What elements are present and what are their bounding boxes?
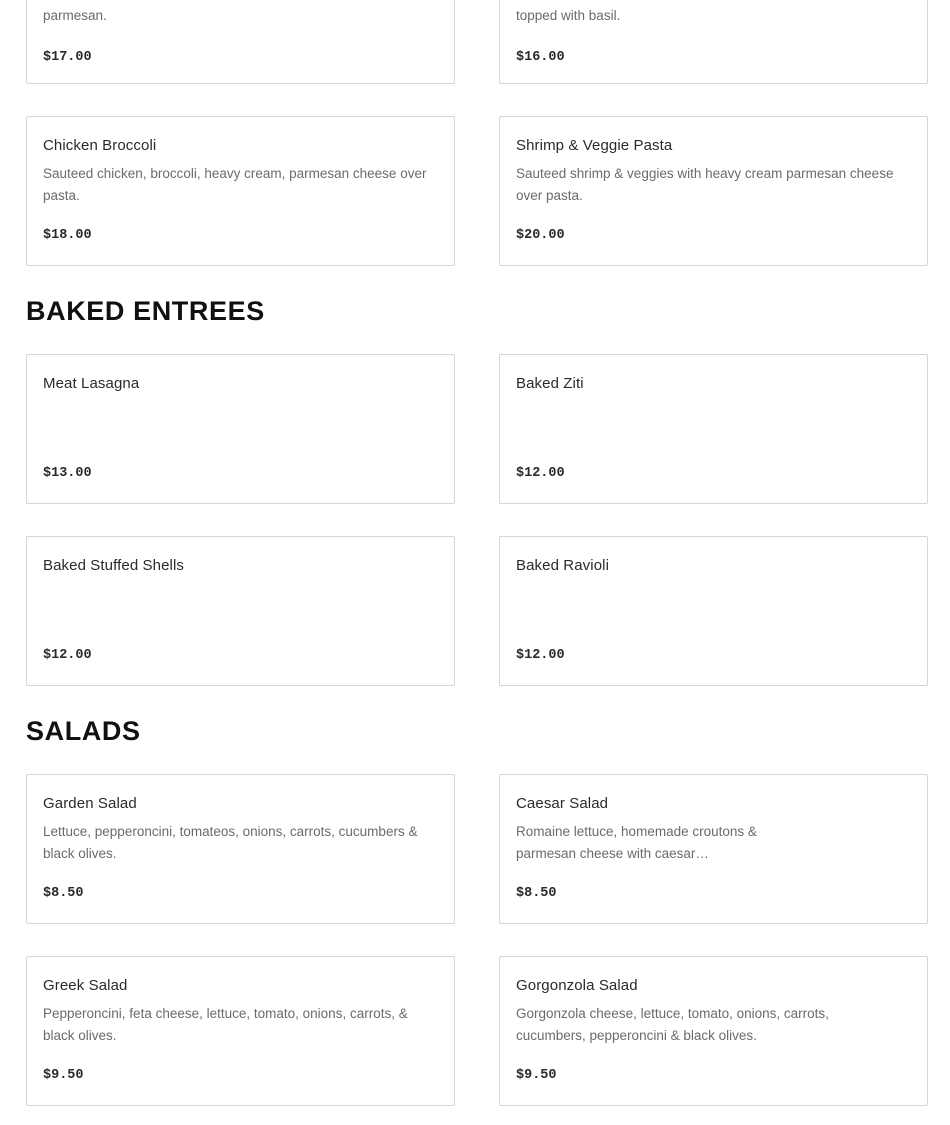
menu-item-card[interactable] [26, 956, 455, 1106]
menu-item-price: $13.00 [43, 466, 92, 481]
menu-item-price: $8.50 [43, 886, 84, 901]
menu-item-card[interactable] [26, 774, 455, 924]
menu-item-name: Greek Salad [43, 977, 128, 994]
menu-item-description: Lettuce, pepperoncini, tomateos, onions, carrots, cucumbers & black olives. [43, 824, 418, 861]
menu-item-price: $8.50 [516, 886, 557, 901]
menu-item-card[interactable] [499, 536, 928, 686]
menu-item-price: $20.00 [516, 228, 565, 243]
menu-item-price: $9.50 [43, 1068, 84, 1083]
menu-item-price: $12.00 [43, 648, 92, 663]
menu-item-card[interactable] [26, 0, 455, 84]
menu-item-name: Shrimp & Veggie Pasta [516, 137, 673, 154]
menu-item-description: topped with basil. [516, 8, 621, 23]
menu-item-price: $9.50 [516, 1068, 557, 1083]
menu-item-card[interactable] [499, 116, 928, 266]
menu-item-name: Chicken Broccoli [43, 137, 157, 154]
section-title-baked-entrees: BAKED ENTREES [26, 296, 265, 326]
menu-item-price: $18.00 [43, 228, 92, 243]
menu-item-price: $12.00 [516, 466, 565, 481]
menu-item-card[interactable] [499, 774, 928, 924]
section-title-salads: SALADS [26, 716, 141, 746]
menu-item-card[interactable] [26, 116, 455, 266]
menu-item-description: parmesan. [43, 8, 107, 23]
menu-item-name: Baked Ravioli [516, 557, 610, 574]
menu-item-card[interactable] [26, 354, 455, 504]
menu-item-price: $17.00 [43, 50, 92, 65]
menu-item-name: Gorgonzola Salad [516, 977, 638, 994]
menu-item-description: Romaine lettuce, homemade croutons & parmesan cheese with caesar… [516, 824, 757, 861]
menu-item-name: Meat Lasagna [43, 375, 140, 392]
menu-item-description: Sauteed chicken, broccoli, heavy cream, parmesan cheese over pasta. [43, 166, 427, 203]
menu-item-name: Caesar Salad [516, 795, 609, 812]
menu-item-card[interactable] [499, 956, 928, 1106]
menu-item-description: Sauteed shrimp & veggies with heavy cream parmesan cheese over pasta. [516, 166, 894, 203]
menu-item-description: Pepperoncini, feta cheese, lettuce, tomato, onions, carrots, & black olives. [43, 1006, 408, 1043]
menu-item-name: Baked Stuffed Shells [43, 557, 184, 574]
menu-item-name: Garden Salad [43, 795, 137, 812]
menu-item-card[interactable] [26, 536, 455, 686]
menu-item-card[interactable] [499, 354, 928, 504]
menu-item-price: $12.00 [516, 648, 565, 663]
menu-item-description: Gorgonzola cheese, lettuce, tomato, onions, carrots, cucumbers, pepperoncini & black olives. [516, 1006, 829, 1043]
menu-item-name: Baked Ziti [516, 375, 584, 392]
menu-item-card[interactable] [499, 0, 928, 84]
menu-item-price: $16.00 [516, 50, 565, 65]
